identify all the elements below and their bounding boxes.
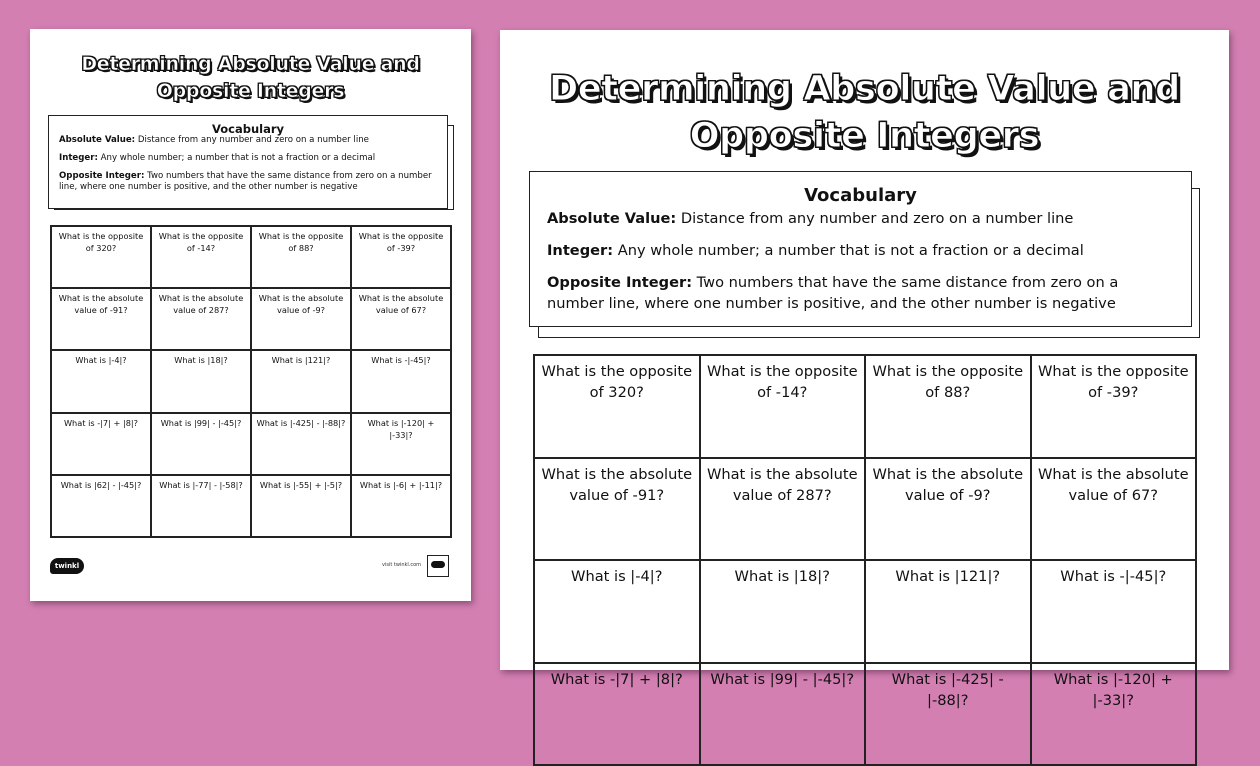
title-line-1: Determining Absolute Value and bbox=[81, 53, 420, 75]
question-cell: What is the opposite of -14? bbox=[700, 355, 866, 458]
question-cell: What is |18|? bbox=[700, 560, 866, 663]
definition-absolute-value bbox=[547, 208, 1174, 229]
question-cell: What is |-120| + |-33|? bbox=[1031, 663, 1197, 766]
question-cell: What is |99| - |-45|? bbox=[151, 413, 251, 475]
question-cell: What is |121|? bbox=[251, 350, 351, 412]
question-cell: What is the absolute value of -9? bbox=[251, 288, 351, 350]
question-cell: What is -|7| + |8|? bbox=[534, 663, 700, 766]
title-line-2: Opposite Integers bbox=[689, 116, 1040, 156]
definition-integer bbox=[59, 153, 437, 164]
term: Absolute Value: bbox=[547, 210, 677, 227]
question-cell: What is the opposite of -14? bbox=[151, 226, 251, 288]
question-cell: What is the opposite of 88? bbox=[865, 355, 1031, 458]
question-cell: What is -|-45|? bbox=[351, 350, 451, 412]
definition: Any whole number; a number that is not a fraction or a decimal bbox=[613, 242, 1084, 259]
vocabulary-heading: Vocabulary bbox=[804, 185, 917, 206]
question-cell: What is -|-45|? bbox=[1031, 560, 1197, 663]
question-cell: What is the opposite of -39? bbox=[351, 226, 451, 288]
title-line-1: Determining Absolute Value and bbox=[549, 69, 1180, 109]
question-cell: What is |18|? bbox=[151, 350, 251, 412]
definition: Distance from any number and zero on a number line bbox=[676, 210, 1074, 227]
question-grid bbox=[50, 225, 452, 538]
question-cell: What is the absolute value of 67? bbox=[351, 288, 451, 350]
worksheet-thumbnail bbox=[30, 29, 471, 601]
vocabulary-box bbox=[48, 115, 448, 209]
question-cell: What is the opposite of 88? bbox=[251, 226, 351, 288]
question-cell: What is |62| - |-45|? bbox=[51, 475, 151, 537]
question-cell: What is the opposite of 320? bbox=[534, 355, 700, 458]
worksheet-title bbox=[500, 66, 1229, 160]
badge-icon bbox=[427, 555, 449, 577]
question-cell: What is the absolute value of 287? bbox=[151, 288, 251, 350]
question-cell: What is |-55| + |-5|? bbox=[251, 475, 351, 537]
term: Integer: bbox=[59, 153, 98, 163]
question-cell: What is |-425| - |-88|? bbox=[865, 663, 1031, 766]
question-cell: What is the absolute value of -91? bbox=[51, 288, 151, 350]
definition-absolute-value bbox=[59, 135, 437, 146]
term: Absolute Value: bbox=[59, 135, 136, 145]
question-cell: What is the absolute value of -9? bbox=[865, 458, 1031, 561]
term: Integer: bbox=[547, 242, 614, 259]
term: Opposite Integer: bbox=[547, 274, 693, 291]
question-cell: What is the opposite of 320? bbox=[51, 226, 151, 288]
definition-opposite-integer bbox=[547, 272, 1174, 314]
question-cell: What is |-425| - |-88|? bbox=[251, 413, 351, 475]
question-cell: What is -|7| + |8|? bbox=[51, 413, 151, 475]
term: Opposite Integer: bbox=[59, 171, 145, 181]
question-cell: What is the absolute value of 287? bbox=[700, 458, 866, 561]
worksheet-preview bbox=[500, 30, 1229, 709]
worksheet-title bbox=[30, 51, 471, 105]
vocabulary-box bbox=[529, 171, 1192, 327]
question-grid bbox=[533, 354, 1197, 766]
definition: Any whole number; a number that is not a fraction or a decimal bbox=[97, 153, 376, 163]
definition: Two numbers that have the same distance from zero on a number line, where one number is positive, and the other number is negative bbox=[59, 171, 432, 192]
question-cell: What is the opposite of -39? bbox=[1031, 355, 1197, 458]
question-cell: What is |121|? bbox=[865, 560, 1031, 663]
question-cell: What is |-6| + |-11|? bbox=[351, 475, 451, 537]
question-cell: What is |-120| + |-33|? bbox=[351, 413, 451, 475]
definition: Distance from any number and zero on a number line bbox=[135, 135, 369, 145]
question-cell: What is |99| - |-45|? bbox=[700, 663, 866, 766]
question-cell: What is |-4|? bbox=[534, 560, 700, 663]
vocabulary-heading: Vocabulary bbox=[211, 122, 285, 136]
definition: Two numbers that have the same distance from zero on a number line, where one number is positive, and the other number is negative bbox=[547, 274, 1119, 312]
question-cell: What is the absolute value of 67? bbox=[1031, 458, 1197, 561]
twinkl-logo: twinkl bbox=[50, 558, 84, 574]
question-cell: What is |-4|? bbox=[51, 350, 151, 412]
definition-integer bbox=[547, 240, 1174, 261]
question-cell: What is |-77| - |-58|? bbox=[151, 475, 251, 537]
footer-url: visit twinkl.com bbox=[382, 562, 422, 568]
question-cell: What is the absolute value of -91? bbox=[534, 458, 700, 561]
title-line-2: Opposite Integers bbox=[156, 80, 345, 102]
definition-opposite-integer bbox=[59, 171, 437, 193]
